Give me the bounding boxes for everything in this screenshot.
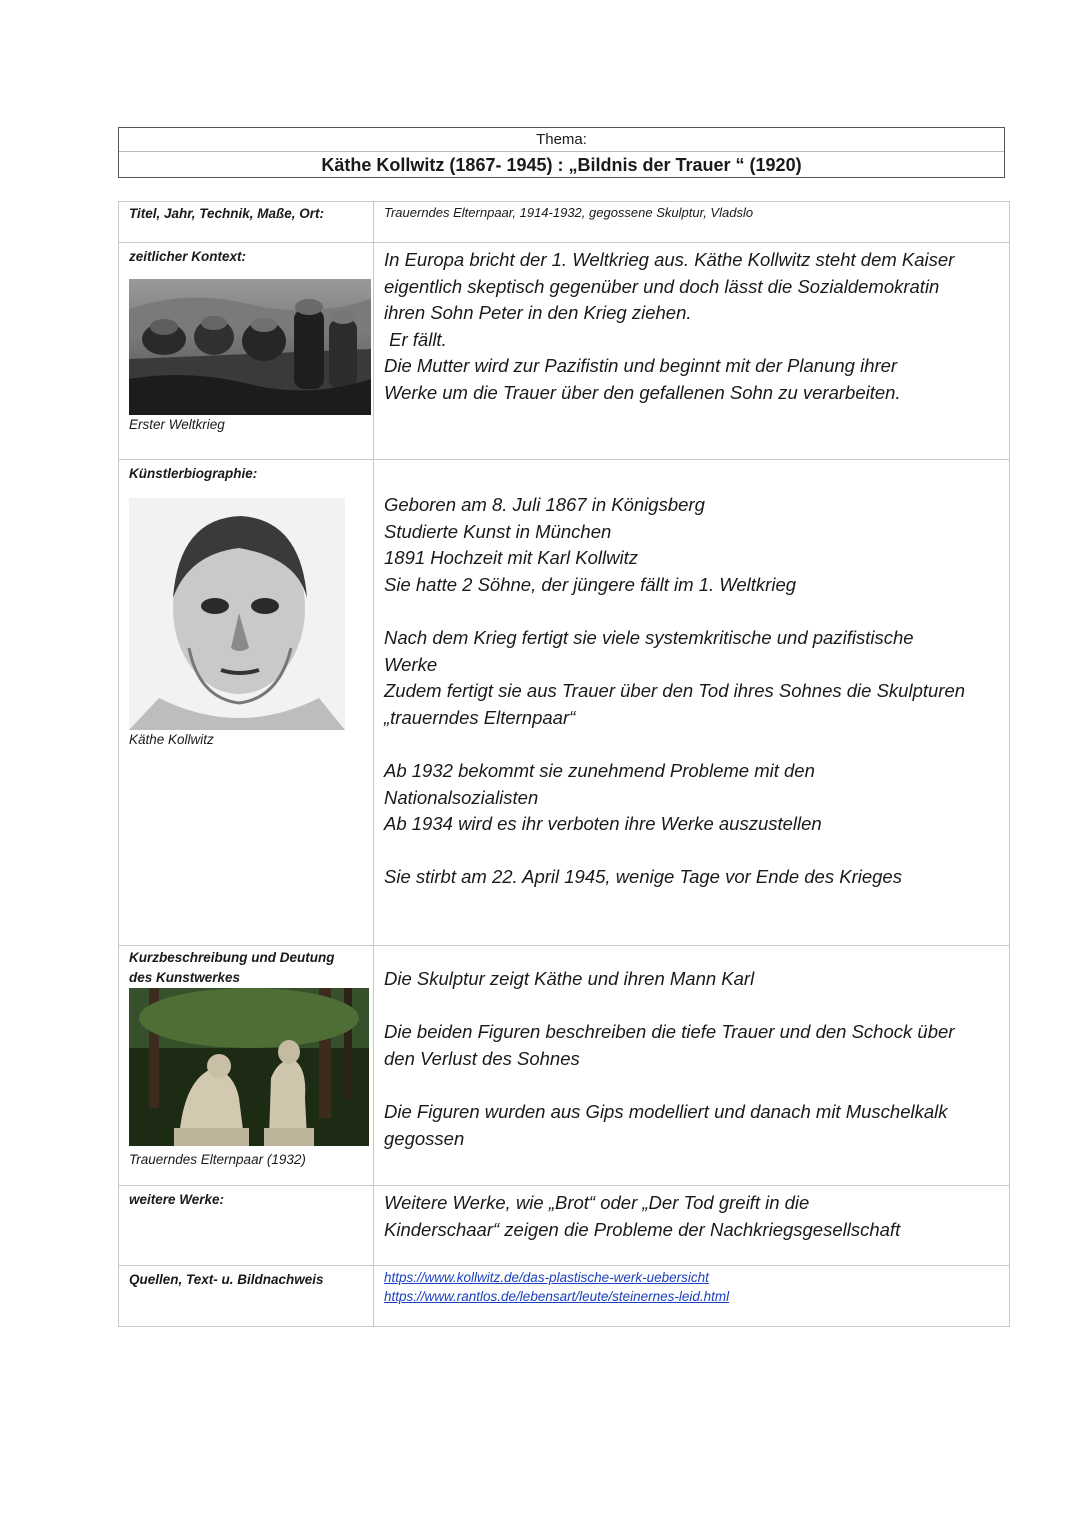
text-line: Die Figuren wurden aus Gips modelliert und danach mit Muschelkalk bbox=[384, 1100, 948, 1122]
beschreibung-text bbox=[374, 946, 1009, 1152]
text-line: Zudem fertigt sie aus Trauer über den Tod ihres Sohnes die Skulpturen bbox=[384, 680, 966, 702]
topic-header bbox=[118, 127, 1005, 178]
photo-caption: Trauerndes Elternpaar (1932) bbox=[129, 1152, 306, 1167]
wwi-trench-photo bbox=[129, 279, 371, 415]
worksheet-table bbox=[118, 201, 1010, 1327]
row-kontext bbox=[119, 243, 1010, 460]
text-line: Kinderschaar“ zeigen die Probleme der Nachkriegsgesellschaft bbox=[384, 1218, 901, 1240]
text-line: Sie stirbt am 22. April 1945, wenige Tage vor Ende des Krieges bbox=[384, 866, 902, 888]
row-werke bbox=[119, 1186, 1010, 1266]
text-line: Die Skulptur zeigt Käthe und ihren Mann Karl bbox=[384, 968, 755, 989]
text-line: ihren Sohn Peter in den Krieg ziehen. bbox=[384, 302, 692, 324]
text-line: eigentlich skeptisch gegenüber und doch lässt die Sozialdemokratin bbox=[384, 275, 940, 297]
text-line: Die beiden Figuren beschreiben die tiefe Trauer und den Schock über bbox=[384, 1021, 955, 1043]
row-quellen bbox=[119, 1266, 1010, 1327]
text-line: Die Mutter wird zur Pazifistin und beginnt mit der Planung ihrer bbox=[384, 355, 898, 377]
source-link[interactable]: https://www.kollwitz.de/das-plastische-werk-uebersicht bbox=[384, 1270, 709, 1285]
text-line: gegossen bbox=[384, 1127, 465, 1149]
text-line: Werke um die Trauer über den gefallenen Sohn zu verarbeiten. bbox=[384, 381, 901, 403]
row-label-line1: Kurzbeschreibung und Deutung bbox=[129, 950, 335, 965]
row-label: weitere Werke: bbox=[129, 1192, 225, 1207]
text-line: Geboren am 8. Juli 1867 in Königsberg bbox=[384, 494, 705, 515]
text-line: In Europa bricht der 1. Weltkrieg aus. Käthe Kollwitz steht dem Kaiser bbox=[384, 249, 955, 270]
portrait-drawing bbox=[129, 498, 345, 730]
sculpture-photo bbox=[129, 988, 369, 1146]
source-link[interactable]: https://www.rantlos.de/lebensart/leute/steinernes-leid.html bbox=[384, 1289, 730, 1304]
text-line: den Verlust des Sohnes bbox=[384, 1047, 580, 1069]
row-biographie bbox=[119, 460, 1010, 946]
text-line: „trauerndes Elternpaar“ bbox=[384, 706, 576, 728]
kontext-text bbox=[374, 243, 1009, 407]
text-line: Ab 1934 wird es ihr verboten ihre Werke auszustellen bbox=[384, 813, 822, 835]
source-links bbox=[374, 1266, 1009, 1308]
topic-label: Thema: bbox=[119, 128, 1004, 152]
text-line: Werke bbox=[384, 653, 438, 675]
text-line: Studierte Kunst in München bbox=[384, 520, 612, 542]
row-value: Trauerndes Elternpaar, 1914-1932, gegossene Skulptur, Vladslo bbox=[384, 205, 754, 220]
text-line: 1891 Hochzeit mit Karl Kollwitz bbox=[384, 547, 638, 569]
text-line: Sie hatte 2 Söhne, der jüngere fällt im 1. Weltkrieg bbox=[384, 573, 797, 595]
page-title: Käthe Kollwitz (1867- 1945) : „Bildnis der Trauer “ (1920) bbox=[321, 155, 802, 175]
row-titel bbox=[119, 202, 1010, 243]
text-line: Nationalsozialisten bbox=[384, 786, 539, 808]
biographie-text bbox=[374, 460, 1009, 891]
row-label-line2: des Kunstwerkes bbox=[129, 970, 241, 985]
row-label: Quellen, Text- u. Bildnachweis bbox=[129, 1272, 324, 1287]
row-label: Titel, Jahr, Technik, Maße, Ort: bbox=[129, 206, 325, 221]
row-label: Künstlerbiographie: bbox=[129, 466, 258, 481]
text-line: Ab 1932 bekommt sie zunehmend Probleme mit den bbox=[384, 759, 815, 781]
text-line: Weitere Werke, wie „Brot“ oder „Der Tod greift in die bbox=[384, 1192, 810, 1213]
photo-caption: Käthe Kollwitz bbox=[129, 732, 214, 747]
row-beschreibung bbox=[119, 946, 1010, 1186]
text-line: Nach dem Krieg fertigt sie viele systemkritische und pazifistische bbox=[384, 626, 914, 648]
photo-caption: Erster Weltkrieg bbox=[129, 417, 225, 432]
text-line: Er fällt. bbox=[384, 328, 447, 350]
werke-text bbox=[374, 1186, 1009, 1243]
row-label: zeitlicher Kontext: bbox=[129, 249, 247, 264]
